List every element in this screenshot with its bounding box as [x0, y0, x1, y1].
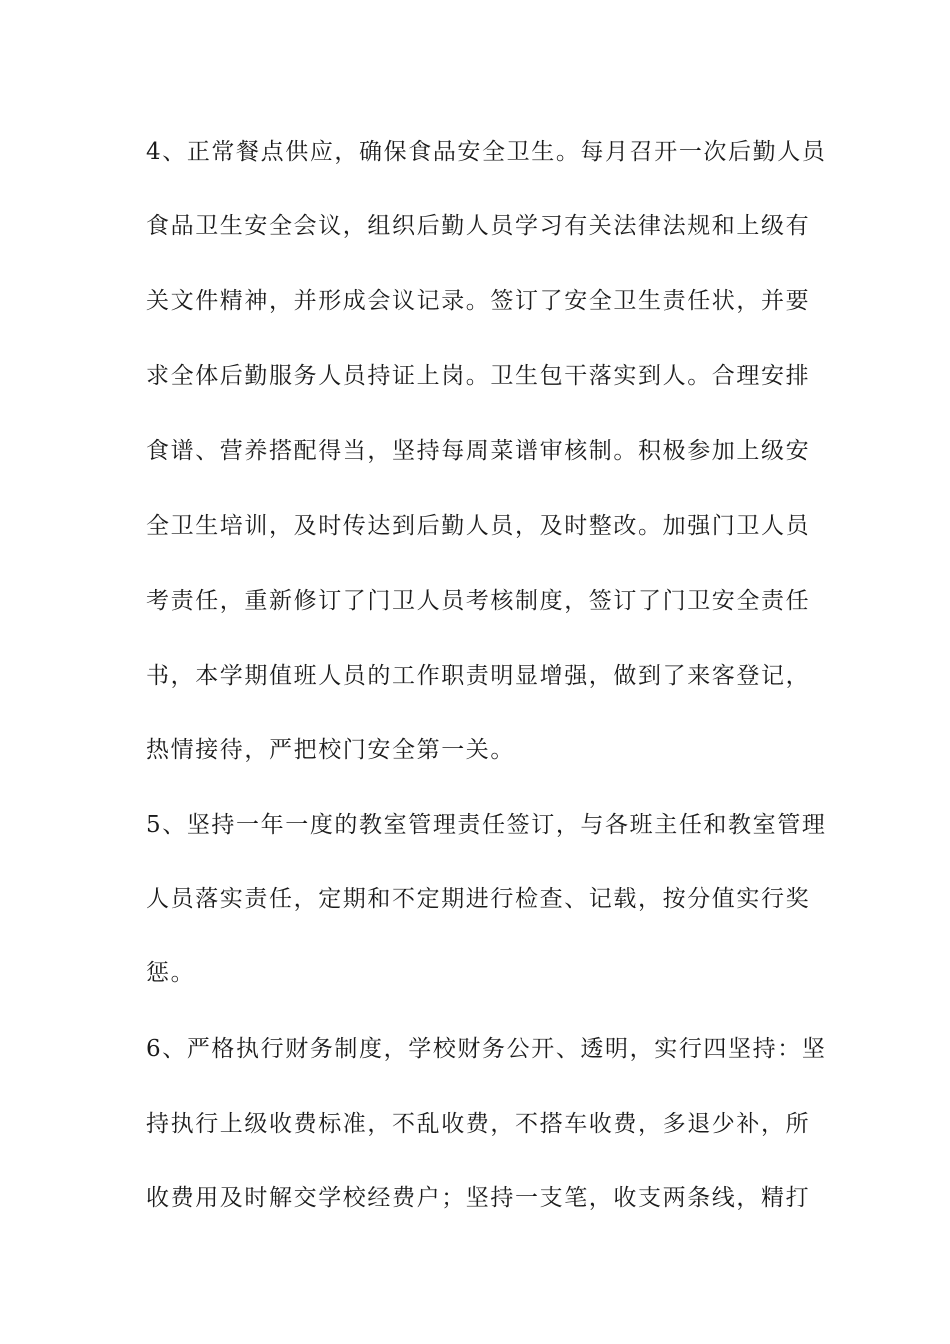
paragraph-6-line-3: 收费用及时解交学校经费户；坚持一支笔，收支两条线，精打 [146, 1185, 811, 1211]
paragraph-4-line-1: 4、正常餐点供应，确保食品安全卫生。每月召开一次后勤人员 [146, 139, 827, 165]
paragraph-4-line-9: 热情接待，严把校门安全第一关。 [146, 737, 515, 763]
paragraph-4-line-8: 书，本学期值班人员的工作职责明显增强，做到了来客登记， [146, 663, 811, 689]
paragraph-4-line-2: 食品卫生安全会议，组织后勤人员学习有关法律法规和上级有 [146, 213, 811, 239]
paragraph-4-line-5: 食谱、营养搭配得当，坚持每周菜谱审核制。积极参加上级安 [146, 438, 811, 464]
paragraph-4-line-6: 全卫生培训，及时传达到后勤人员，及时整改。加强门卫人员 [146, 513, 811, 539]
paragraph-4-line-4: 求全体后勤服务人员持证上岗。卫生包干落实到人。合理安排 [146, 363, 811, 389]
paragraph-5-line-2: 人员落实责任，定期和不定期进行检查、记载，按分值实行奖 [146, 886, 811, 912]
paragraph-5-line-3: 惩。 [146, 960, 196, 986]
paragraph-4-line-7: 考责任，重新修订了门卫人员考核制度，签订了门卫安全责任 [146, 588, 811, 614]
paragraph-6-line-2: 持执行上级收费标准，不乱收费，不搭车收费，多退少补，所 [146, 1111, 811, 1137]
paragraph-6-line-1: 6、严格执行财务制度，学校财务公开、透明，实行四坚持：坚 [146, 1036, 827, 1062]
paragraph-4-line-3: 关文件精神，并形成会议记录。签订了安全卫生责任状，并要 [146, 288, 811, 314]
paragraph-5-line-1: 5、坚持一年一度的教室管理责任签订，与各班主任和教室管理 [146, 812, 827, 838]
